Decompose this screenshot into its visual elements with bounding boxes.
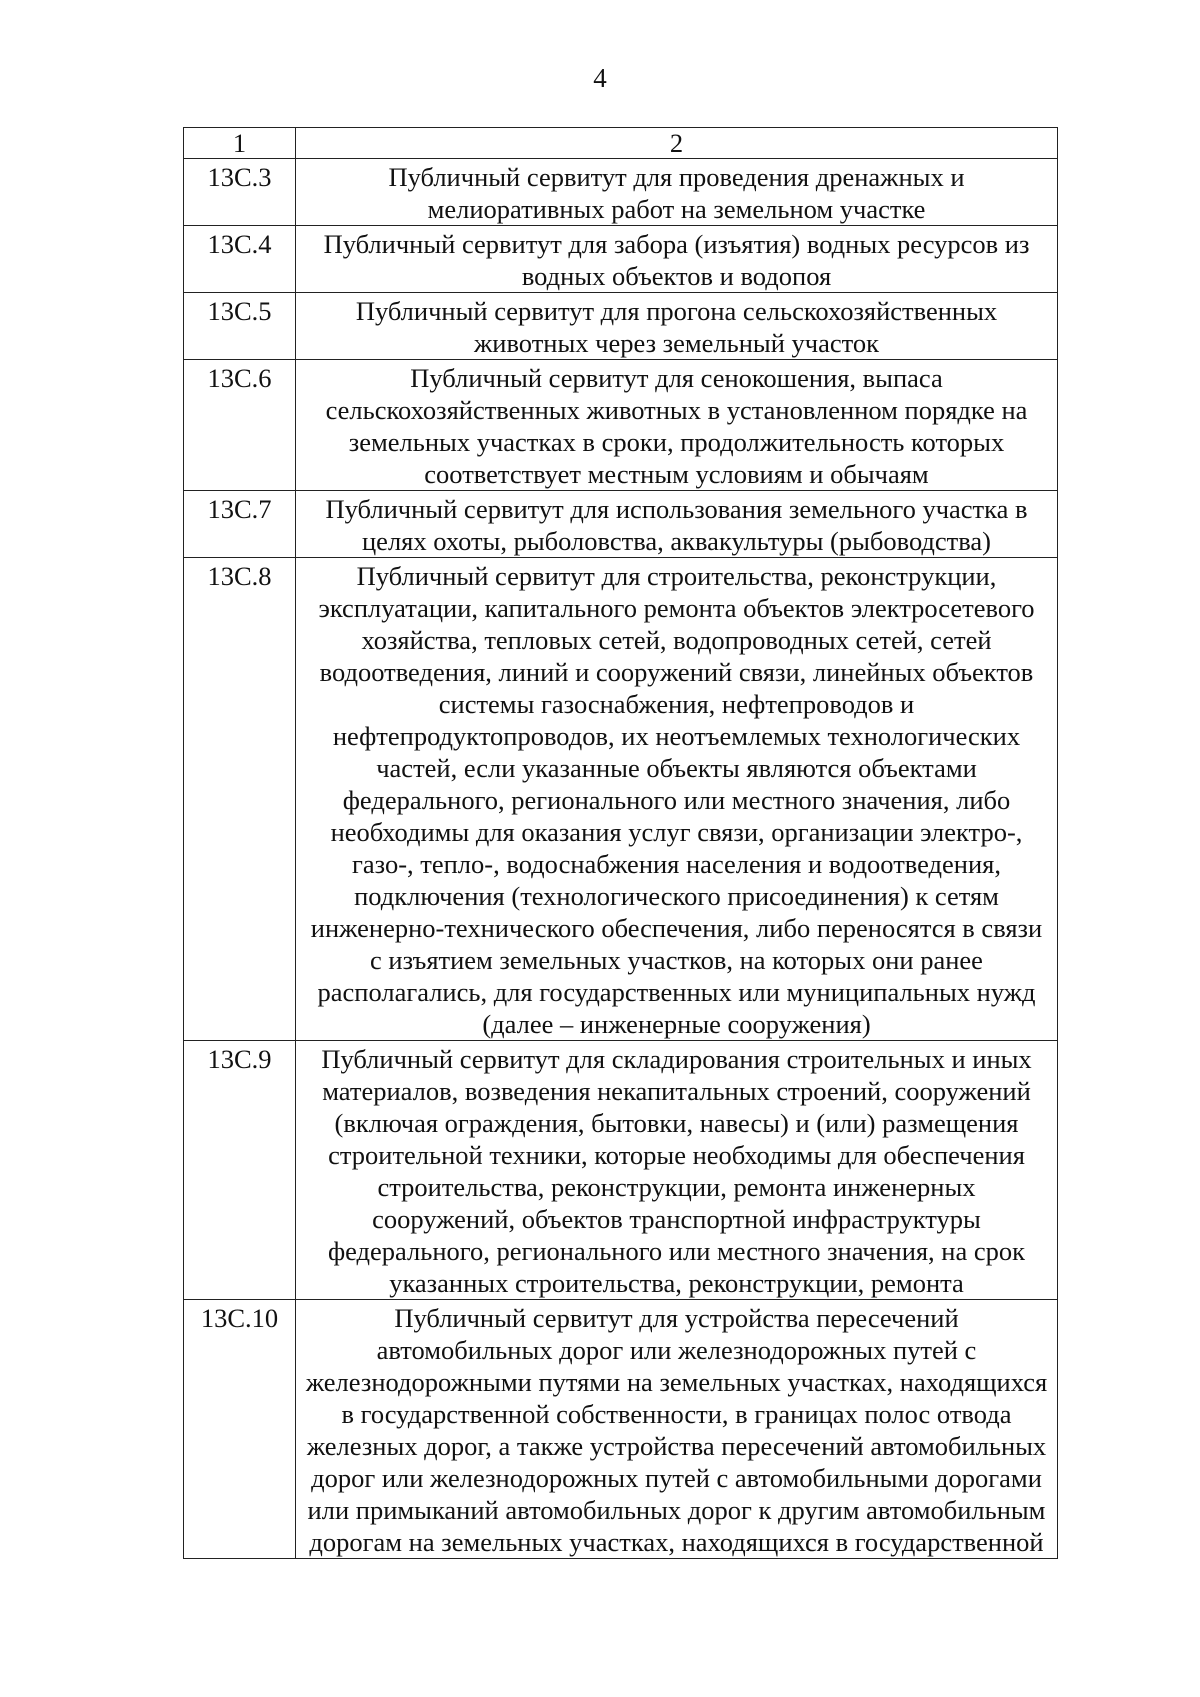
row-description: Публичный сервитут для складирования строительных и иных материалов, возведения некапитальных строений, сооружений (включая ограждения, бытовки, навесы) и (или) размещения строительной техники, которые необходимы для обеспечения строительства, реконструкции, ремонта инженерных сооружений, объектов транспортной инфраструктуры федерального, регионального или местного значения, на срок указанных строительства, реконструкции, ремонта <box>296 1041 1058 1300</box>
row-code: 13С.6 <box>184 360 296 491</box>
row-description: Публичный сервитут для сенокошения, выпаса сельскохозяйственных животных в установленном порядке на земельных участках в сроки, продолжительность которых соответствует местным условиям и обычаям <box>296 360 1058 491</box>
row-description: Публичный сервитут для использования земельного участка в целях охоты, рыболовства, аквакультуры (рыбоводства) <box>296 491 1058 558</box>
row-description: Публичный сервитут для проведения дренажных и мелиоративных работ на земельном участке <box>296 159 1058 226</box>
row-code: 13С.7 <box>184 491 296 558</box>
table-row <box>184 293 1058 360</box>
table-row <box>184 159 1058 226</box>
table-row <box>184 1300 1058 1559</box>
row-code: 13С.4 <box>184 226 296 293</box>
row-code: 13С.9 <box>184 1041 296 1300</box>
row-description: Публичный сервитут для забора (изъятия) водных ресурсов из водных объектов и водопоя <box>296 226 1058 293</box>
row-code: 13С.8 <box>184 558 296 1041</box>
table-row <box>184 558 1058 1041</box>
table-row <box>184 360 1058 491</box>
table-row <box>184 491 1058 558</box>
row-code: 13С.10 <box>184 1300 296 1559</box>
page-number: 4 <box>593 63 607 93</box>
row-description: Публичный сервитут для устройства пересечений автомобильных дорог или железнодорожных путей с железнодорожными путями на земельных участках, находящихся в государственной собственности, в границах полос отвода железных дорог, а также устройства пересечений автомобильных дорог или железнодорожных путей с автомобильными дорогами или примыканий автомобильных дорог к другим автомобильным дорогам на земельных участках, находящихся в государственной <box>296 1300 1058 1559</box>
row-code: 13С.3 <box>184 159 296 226</box>
row-code: 13С.5 <box>184 293 296 360</box>
table-row <box>184 1041 1058 1300</box>
column-header-1: 1 <box>184 128 296 159</box>
servitude-table <box>183 127 1058 1559</box>
row-description: Публичный сервитут для прогона сельскохозяйственных животных через земельный участок <box>296 293 1058 360</box>
table-header-row <box>184 128 1058 159</box>
table-row <box>184 226 1058 293</box>
row-description: Публичный сервитут для строительства, реконструкции, эксплуатации, капитального ремонта объектов электросетевого хозяйства, тепловых сетей, водопроводных сетей, сетей водоотведения, линий и сооружений связи, линейных объектов системы газоснабжения, нефтепроводов и нефтепродуктопроводов, их неотъемлемых технологических частей, если указанные объекты являются объектами федерального, регионального или местного значения, либо необходимы для оказания услуг связи, организации электро-, газо-, тепло-, водоснабжения населения и водоотведения, подключения (технологического присоединения) к сетям инженерно-технического обеспечения, либо переносятся в связи с изъятием земельных участков, на которых они ранее располагались, для государственных или муниципальных нужд (далее – инженерные сооружения) <box>296 558 1058 1041</box>
column-header-2: 2 <box>296 128 1058 159</box>
